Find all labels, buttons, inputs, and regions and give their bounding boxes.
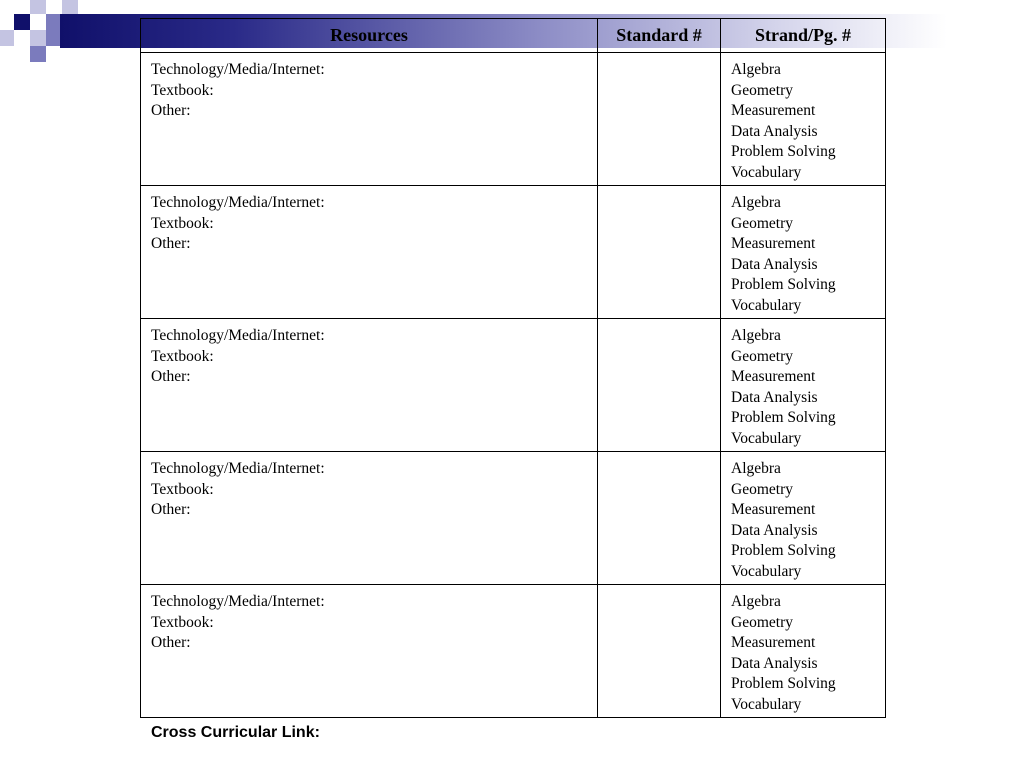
corner-decoration-square [0,30,14,46]
strand-option: Data Analysis [731,521,818,539]
corner-decoration-square [30,30,46,46]
strand-cell[interactable] [721,319,886,452]
resources-cell[interactable] [141,186,598,319]
strand-option: Problem Solving [731,409,836,426]
cross-curricular-link-label: Cross Curricular Link: [151,724,320,741]
resource-type-label: Textbook: [151,480,214,498]
strand-option: Data Analysis [731,388,818,406]
corner-decoration-square [30,46,46,62]
corner-decoration-square [14,14,30,30]
resources-cell[interactable] [141,53,598,186]
standard-number-cell[interactable] [598,319,721,452]
table-body [141,53,886,718]
standard-column-header: Standard # [598,19,721,53]
strand-option: Data Analysis [731,122,818,140]
strand-option: Algebra [731,194,781,211]
strand-option: Measurement [731,368,816,385]
strand-option: Geometry [731,347,793,365]
resource-type-label: Textbook: [151,613,214,631]
standard-number-cell[interactable] [598,585,721,718]
resource-type-label: Other: [151,368,191,385]
resources-cell[interactable] [141,452,598,585]
table-row [141,53,886,186]
strand-option: Algebra [731,327,781,344]
strand-option: Problem Solving [731,143,836,160]
strand-option: Vocabulary [731,163,802,181]
strand-option: Measurement [731,501,816,518]
strand-option: Vocabulary [731,562,802,580]
table-row [141,452,886,585]
strand-cell[interactable] [721,452,886,585]
strand-option: Vocabulary [731,296,802,314]
strand-option: Vocabulary [731,429,802,447]
strand-option: Problem Solving [731,276,836,293]
resource-type-label: Other: [151,235,191,252]
resource-type-label: Technology/Media/Internet: [151,593,325,610]
resource-type-label: Technology/Media/Internet: [151,61,325,78]
resource-type-label: Other: [151,102,191,119]
table-header-row [141,19,886,53]
strand-column-header: Strand/Pg. # [721,19,886,53]
table-row [141,585,886,718]
resource-type-label: Textbook: [151,81,214,99]
resource-type-label: Textbook: [151,214,214,232]
strand-cell[interactable] [721,186,886,319]
strand-option: Measurement [731,102,816,119]
strand-option: Geometry [731,480,793,498]
corner-decoration-square [30,0,46,14]
resources-table [140,18,886,718]
resource-type-label: Other: [151,634,191,651]
resource-type-label: Other: [151,501,191,518]
strand-option: Geometry [731,214,793,232]
standard-number-cell[interactable] [598,186,721,319]
strand-cell[interactable] [721,53,886,186]
standard-number-cell[interactable] [598,452,721,585]
strand-option: Geometry [731,81,793,99]
strand-option: Vocabulary [731,695,802,713]
corner-decoration-square [62,0,78,14]
strand-cell[interactable] [721,585,886,718]
table-row [141,319,886,452]
strand-option: Geometry [731,613,793,631]
table-row [141,186,886,319]
standard-number-cell[interactable] [598,53,721,186]
strand-option: Problem Solving [731,542,836,559]
resource-type-label: Technology/Media/Internet: [151,460,325,477]
strand-option: Algebra [731,61,781,78]
resource-type-label: Textbook: [151,347,214,365]
strand-option: Data Analysis [731,255,818,273]
strand-option: Algebra [731,593,781,610]
strand-option: Problem Solving [731,675,836,692]
resources-cell[interactable] [141,585,598,718]
strand-option: Measurement [731,634,816,651]
strand-option: Measurement [731,235,816,252]
resource-type-label: Technology/Media/Internet: [151,194,325,211]
strand-option: Algebra [731,460,781,477]
resource-type-label: Technology/Media/Internet: [151,327,325,344]
resources-column-header: Resources [141,19,598,53]
resources-cell[interactable] [141,319,598,452]
strand-option: Data Analysis [731,654,818,672]
